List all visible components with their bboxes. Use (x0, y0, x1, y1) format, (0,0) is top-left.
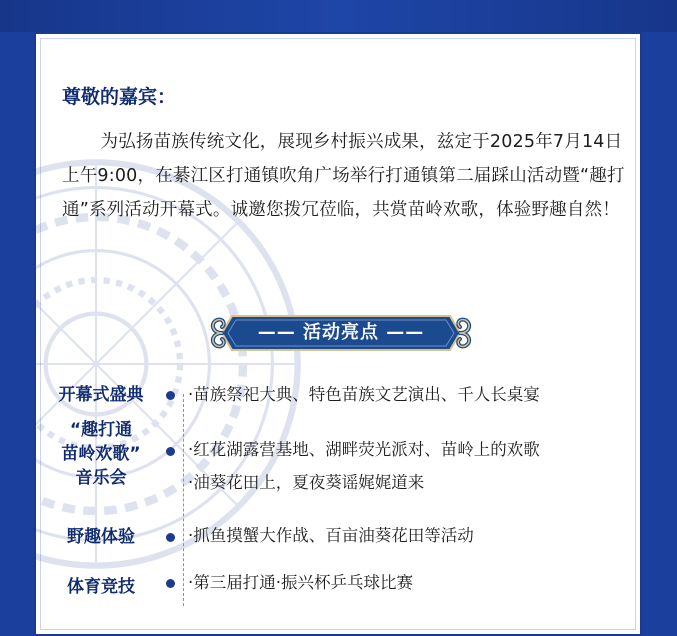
highlight-label-concert-line2: 苗岭欢歌” (61, 444, 141, 464)
highlight-item: ·红花湖露营基地、湖畔荧光派对、苗岭上的欢歌 (188, 440, 540, 459)
section-banner (208, 310, 474, 356)
highlight-label-sports: 体育竞技 (67, 577, 135, 597)
highlight-item: ·第三届打通·振兴杯乒乓球比赛 (188, 573, 413, 592)
bullet-dot (166, 391, 175, 400)
banner-title: —— 活动亮点 —— (257, 322, 425, 343)
invitation-card (34, 32, 642, 636)
highlight-item: ·抓鱼摸蟹大作战、百亩油葵花田等活动 (188, 526, 474, 545)
bullet-dot (166, 533, 175, 542)
highlight-label-concert-line1: “趣打通 (69, 420, 133, 440)
timeline-connector (183, 394, 184, 606)
greeting: 尊敬的嘉宾： (62, 86, 177, 108)
highlight-item: ·苗族祭祀大典、特色苗族文艺演出、千人长桌宴 (188, 385, 540, 404)
highlight-label-concert-line3: 音乐会 (75, 468, 127, 488)
highlight-item: ·油葵花田上，夏夜葵谣娓娓道来 (188, 473, 425, 492)
invitation-body: 为弘扬苗族传统文化，展现乡村振兴成果，兹定于2025年7月14日上午9:00，在綦江区打通镇吹角广场举行打通镇第二届踩山活动暨“趣打通”系列活动开幕式。诚邀您拨冗莅临，共赏苗岭欢歌，体验野趣自然！ (62, 132, 625, 220)
highlight-label-opening: 开幕式盛典 (58, 385, 144, 405)
bullet-dot (166, 447, 175, 456)
page-header-strip (0, 0, 677, 32)
bullet-dot (166, 579, 175, 588)
highlight-label-outdoor: 野趣体验 (67, 527, 135, 547)
